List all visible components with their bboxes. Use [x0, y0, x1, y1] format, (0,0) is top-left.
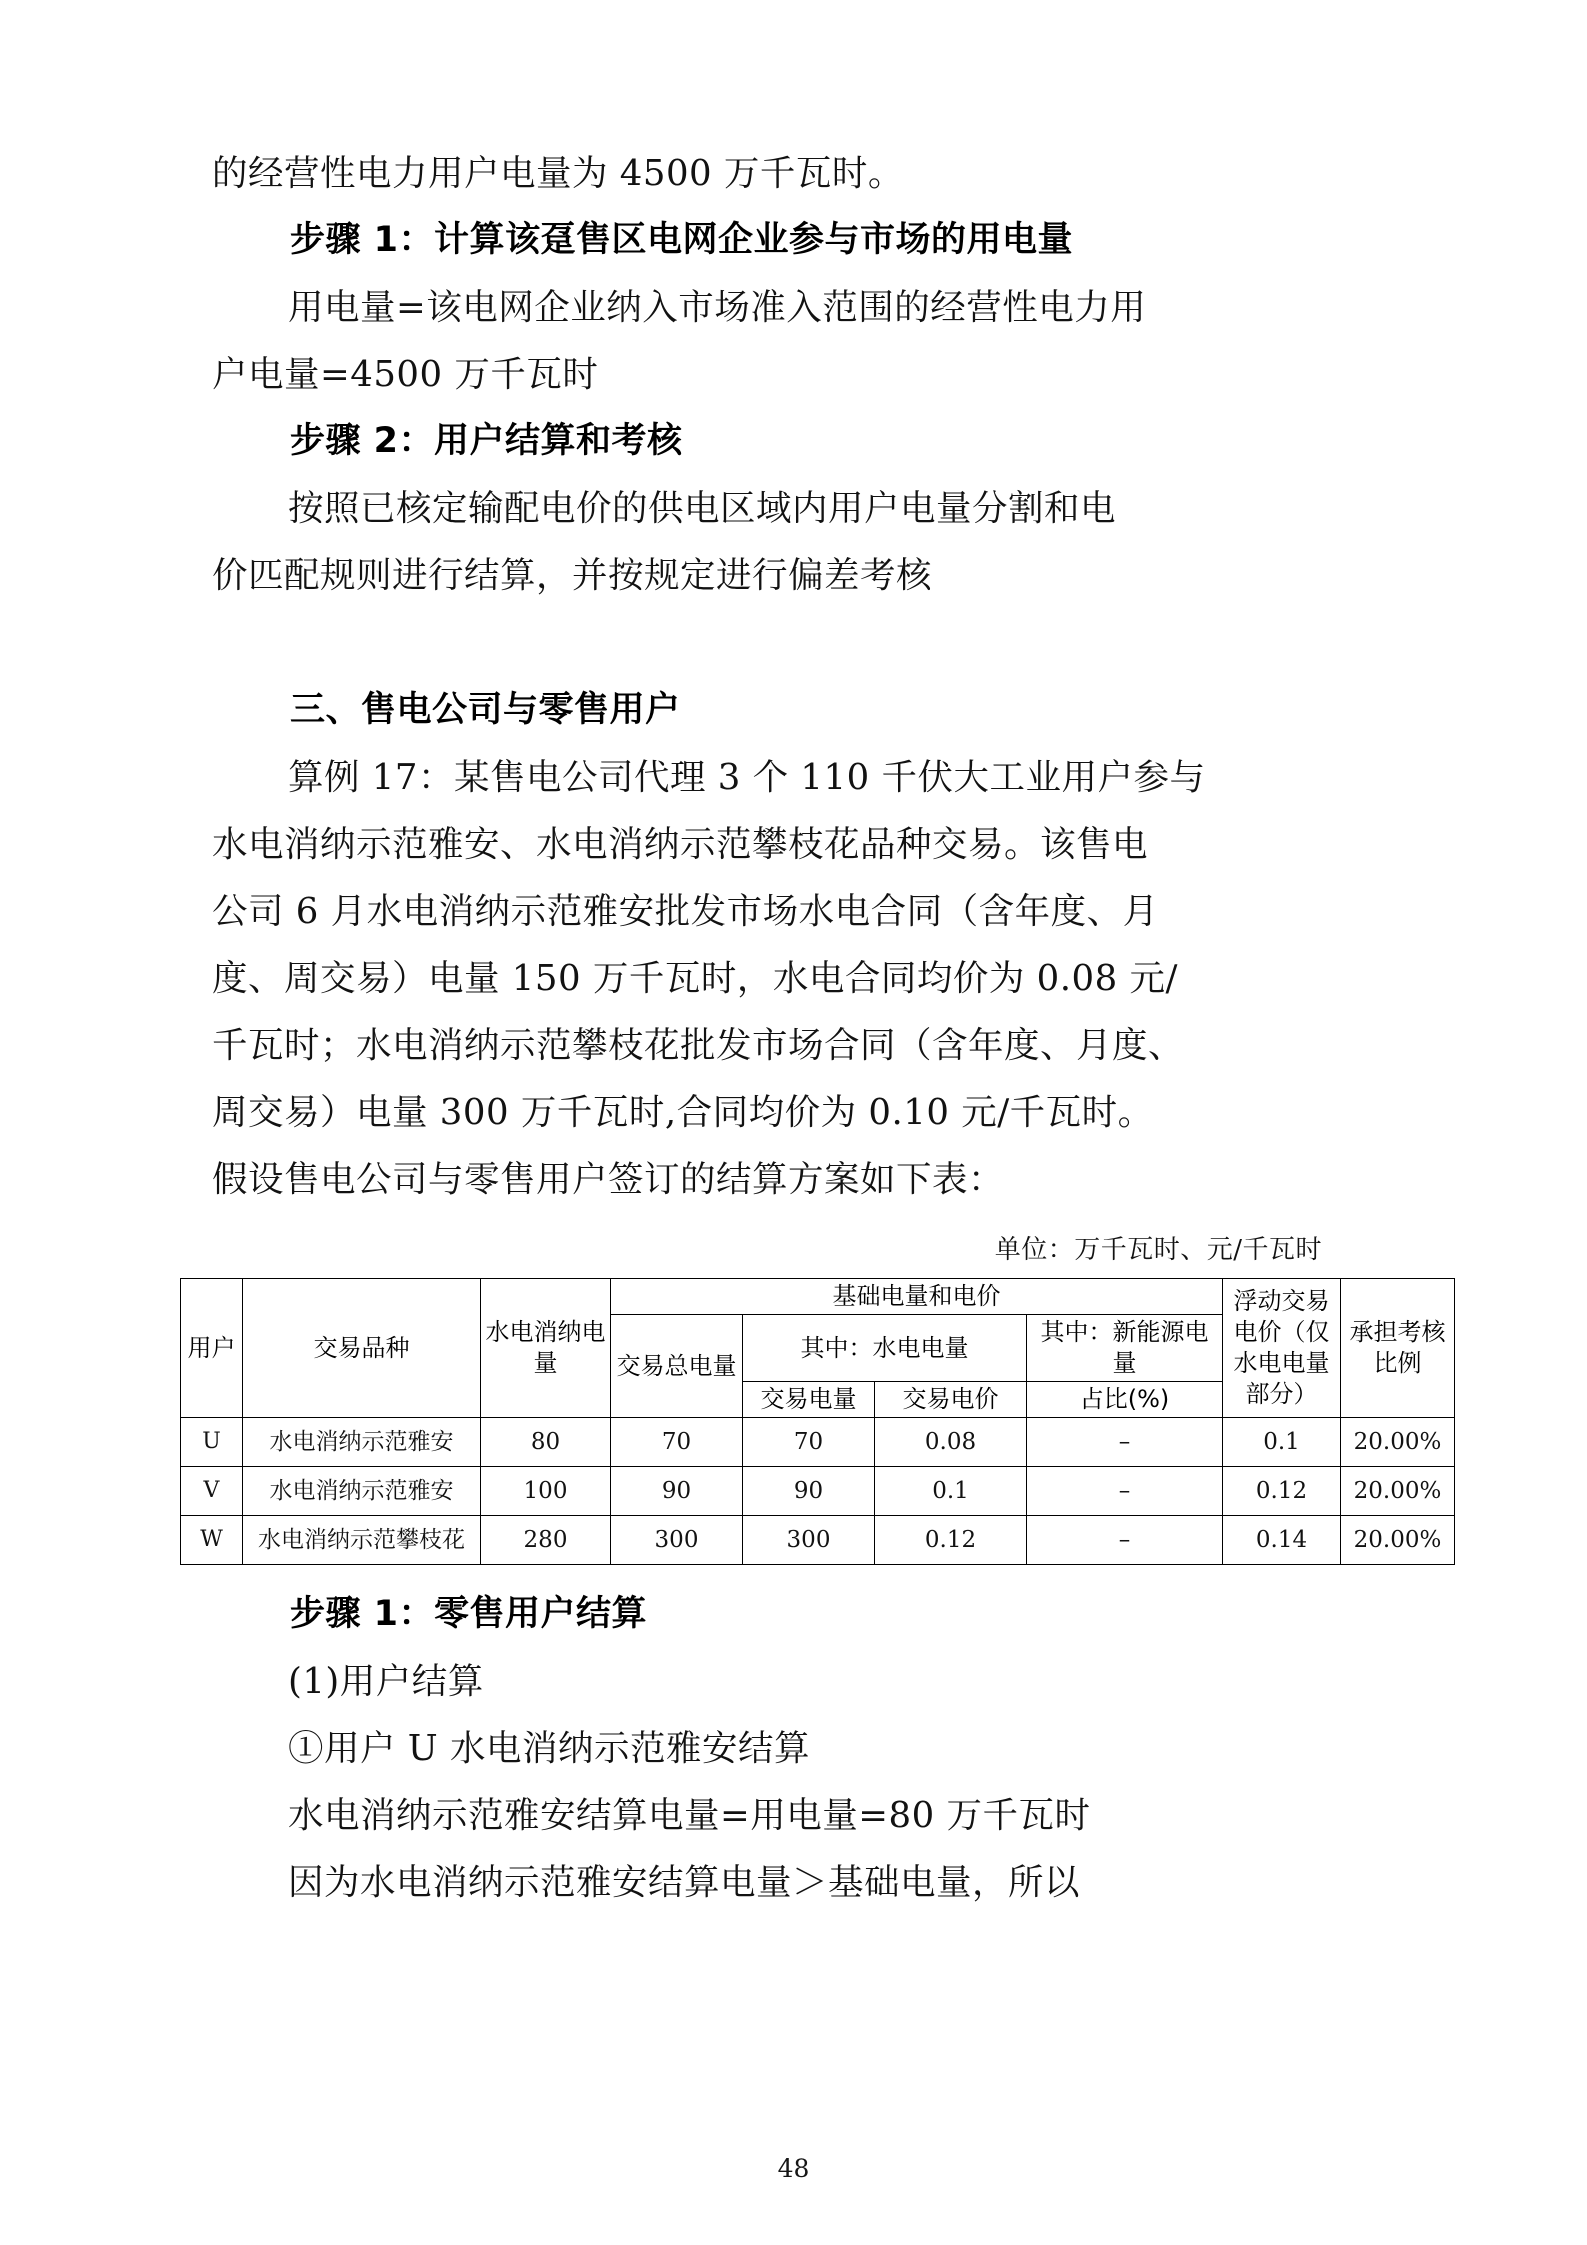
th-newenergy-group: 其中：新能源电量	[1027, 1315, 1223, 1382]
case17-line-1: 算例 17：某售电公司代理 3 个 110 千伏大工业用户参与	[288, 757, 1206, 798]
step2-heading: 步骤 2：用户结算和考核	[290, 421, 683, 461]
case17-line-5: 千瓦时；水电消纳示范攀枝花批发市场合同（含年度、月度、	[212, 1025, 1185, 1066]
th-newenergy-share: 占比(%)	[1027, 1382, 1223, 1418]
cell-float-price: 0.1	[1223, 1418, 1341, 1467]
cell-trade-kind: 水电消纳示范攀枝花	[243, 1516, 481, 1565]
after-table-line-4: 因为水电消纳示范雅安结算电量＞基础电量，所以	[288, 1862, 1081, 1903]
cell-newenergy-share: –	[1027, 1467, 1223, 1516]
cell-newenergy-share: –	[1027, 1516, 1223, 1565]
th-total-trade-qty: 交易总电量	[611, 1315, 743, 1418]
after-table-line-2: ①用户 U 水电消纳示范雅安结算	[288, 1728, 810, 1769]
cell-float-price: 0.14	[1223, 1516, 1341, 1565]
step2-line-2: 价匹配规则进行结算，并按规定进行偏差考核	[212, 555, 933, 596]
after-table-line-1: (1)用户结算	[288, 1661, 484, 1702]
case17-line-2: 水电消纳示范雅安、水电消纳示范攀枝花品种交易。该售电	[212, 824, 1149, 865]
cell-newenergy-share: –	[1027, 1418, 1223, 1467]
step1-line-1: 用电量=该电网企业纳入市场准入范围的经营性电力用	[288, 287, 1147, 328]
cell-hydro-trade-price: 0.12	[875, 1516, 1027, 1565]
step1-line-2: 户电量=4500 万千瓦时	[212, 354, 599, 395]
cell-hydro-absorb-qty: 280	[481, 1516, 611, 1565]
cell-total-trade-qty: 90	[611, 1467, 743, 1516]
section-spacer	[212, 609, 1407, 677]
cell-hydro-trade-qty: 300	[743, 1516, 875, 1565]
cell-hydro-absorb-qty: 80	[481, 1418, 611, 1467]
table-row	[181, 1516, 1455, 1565]
cell-hydro-trade-price: 0.1	[875, 1467, 1027, 1516]
case17-line-6: 周交易）电量 300 万千瓦时,合同均价为 0.10 元/千瓦时。	[212, 1092, 1154, 1133]
cell-hydro-trade-price: 0.08	[875, 1418, 1027, 1467]
section-heading-three: 三、售电公司与零售用户	[290, 690, 681, 730]
cell-user: W	[181, 1516, 243, 1565]
table-header-row-1	[181, 1279, 1455, 1315]
cell-hydro-trade-qty: 90	[743, 1467, 875, 1516]
cell-assess-ratio: 20.00%	[1341, 1467, 1455, 1516]
cell-user: U	[181, 1418, 243, 1467]
table-row	[181, 1467, 1455, 1516]
table-row	[181, 1418, 1455, 1467]
step1-heading: 步骤 1：计算该趸售区电网企业参与市场的用电量	[290, 220, 1074, 260]
th-base-group: 基础电量和电价	[611, 1279, 1223, 1315]
table-body	[181, 1418, 1455, 1565]
settlement-table	[180, 1278, 1455, 1565]
table-unit-note: 单位：万千瓦时、元/千瓦时	[994, 1235, 1322, 1265]
cell-hydro-trade-qty: 70	[743, 1418, 875, 1467]
cell-total-trade-qty: 300	[611, 1516, 743, 1565]
page-number: 48	[777, 2154, 810, 2183]
case17-line-7: 假设售电公司与零售用户签订的结算方案如下表：	[212, 1159, 1005, 1200]
post-table-spacer	[212, 1565, 1407, 1581]
cell-trade-kind: 水电消纳示范雅安	[243, 1467, 481, 1516]
cell-hydro-absorb-qty: 100	[481, 1467, 611, 1516]
case17-line-4: 度、周交易）电量 150 万千瓦时，水电合同均价为 0.08 元/	[212, 958, 1178, 999]
th-hydro-trade-price: 交易电价	[875, 1382, 1027, 1418]
cell-user: V	[181, 1467, 243, 1516]
th-assess-ratio: 承担考核比例	[1341, 1279, 1455, 1418]
paragraph-intro-line: 的经营性电力用户电量为 4500 万千瓦时。	[212, 153, 904, 194]
cell-float-price: 0.12	[1223, 1467, 1341, 1516]
th-trade-kind: 交易品种	[243, 1279, 481, 1418]
table-head	[181, 1279, 1455, 1418]
th-hydro-trade-qty: 交易电量	[743, 1382, 875, 1418]
cell-trade-kind: 水电消纳示范雅安	[243, 1418, 481, 1467]
after-table-step1-heading: 步骤 1：零售用户结算	[290, 1594, 648, 1634]
pre-table-spacer	[212, 1213, 1407, 1229]
th-float-price: 浮动交易电价（仅水电电量部分）	[1223, 1279, 1341, 1418]
after-table-line-3: 水电消纳示范雅安结算电量=用电量=80 万千瓦时	[288, 1795, 1091, 1836]
case17-line-3: 公司 6 月水电消纳示范雅安批发市场水电合同（含年度、月	[212, 891, 1159, 932]
th-hydro-group: 其中：水电电量	[743, 1315, 1027, 1382]
step2-line-1: 按照已核定输配电价的供电区域内用户电量分割和电	[288, 488, 1117, 529]
cell-total-trade-qty: 70	[611, 1418, 743, 1467]
cell-assess-ratio: 20.00%	[1341, 1418, 1455, 1467]
th-user: 用户	[181, 1279, 243, 1418]
th-hydro-absorb-qty: 水电消纳电量	[481, 1279, 611, 1418]
cell-assess-ratio: 20.00%	[1341, 1516, 1455, 1565]
